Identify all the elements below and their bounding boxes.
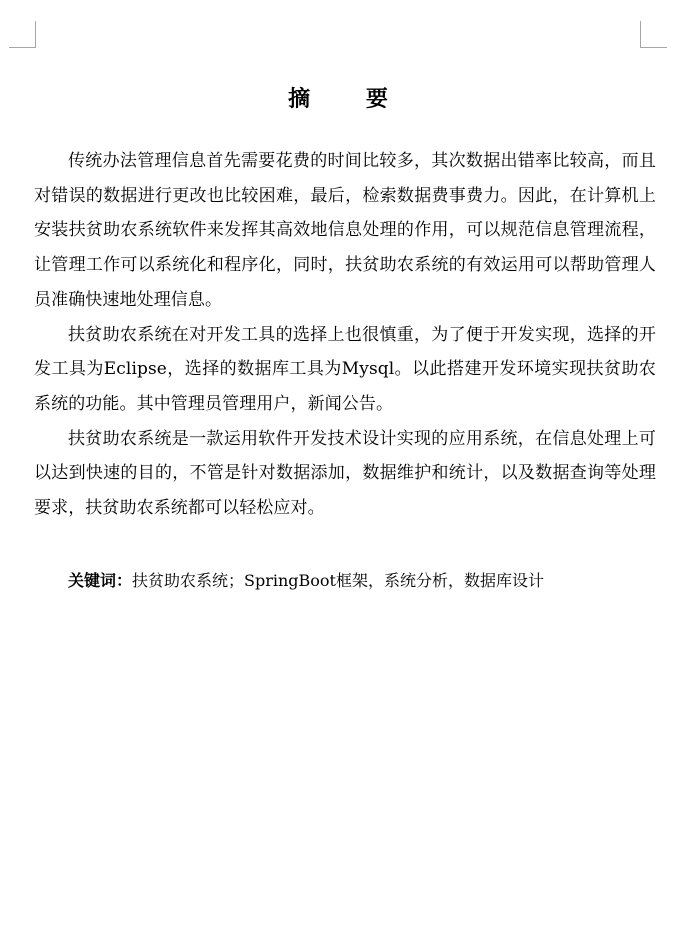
abstract-body	[34, 144, 656, 526]
page-corner-mark-top-left	[9, 21, 36, 48]
page-title: 摘 要	[288, 86, 412, 112]
keywords-line	[68, 566, 668, 596]
abstract-paragraph-3: 扶贫助农系统是一款运用软件开发技术设计实现的应用系统，在信息处理上可以达到快速的目的，不管是针对数据添加，数据维护和统计，以及数据查询等处理要求，扶贫助农系统都可以轻松应对。	[34, 428, 656, 519]
abstract-paragraph-2: 扶贫助农系统在对开发工具的选择上也很慎重，为了便于开发实现，选择的开发工具为Eclipse，选择的数据库工具为Mysql。以此搭建开发环境实现扶贫助农系统的功能。其中管理员管理用户，新闻公告。	[34, 324, 656, 414]
keywords-text: 扶贫助农系统；SpringBoot框架，系统分析，数据库设计	[132, 571, 544, 590]
keywords-label: 关键词：	[68, 571, 133, 590]
page-corner-mark-top-right	[640, 21, 667, 48]
abstract-paragraph-1: 传统办法管理信息首先需要花费的时间比较多，其次数据出错率比较高，而且对错误的数据进行更改也比较困难，最后，检索数据费事费力。因此，在计算机上安装扶贫助农系统软件来发挥其高效地信息处理的作用，可以规范信息管理流程，让管理工作可以系统化和程序化，同时，扶贫助农系统的有效运用可以帮助管理人员准确快速地处理信息。	[34, 151, 656, 310]
